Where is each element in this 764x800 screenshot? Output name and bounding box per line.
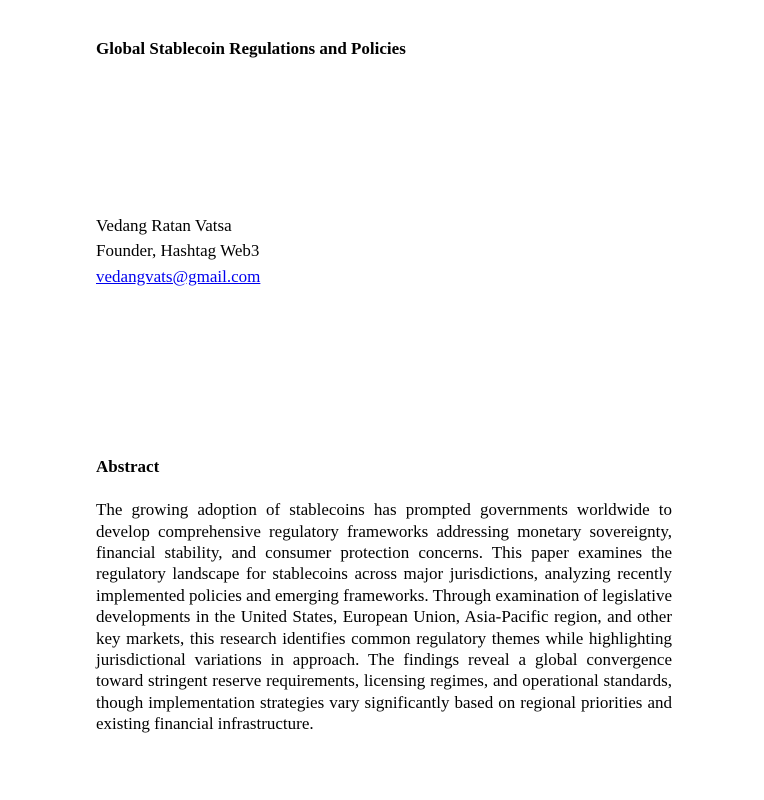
- author-block: [96, 213, 672, 289]
- author-email-line: [96, 264, 672, 289]
- author-email-link[interactable]: vedangvats@gmail.com: [96, 266, 261, 286]
- author-affiliation: Founder, Hashtag Web3: [96, 241, 260, 261]
- abstract-heading: Abstract: [96, 457, 160, 477]
- paper-title: Global Stablecoin Regulations and Policies: [96, 39, 406, 58]
- abstract-text: The growing adoption of stablecoins has prompted governments worldwide to develop comprehensive regulatory frameworks addressing monetary sovereignty, financial stability, and consumer protection concerns. This paper examines the regulatory landscape for stablecoins across major jurisdictions, analyzing recently implemented policies and emerging frameworks. Through examination of legislative developments in the United States, European Union, Asia-Pacific region, and other key markets, this research identifies common regulatory themes while highlighting jurisdictional variations in approach. The findings reveal a global convergence toward stringent reserve requirements, licensing regimes, and operational standards, though implementation strategies vary significantly based on regional priorities and existing financial infrastructure.: [96, 500, 672, 734]
- author-name: Vedang Ratan Vatsa: [96, 216, 232, 235]
